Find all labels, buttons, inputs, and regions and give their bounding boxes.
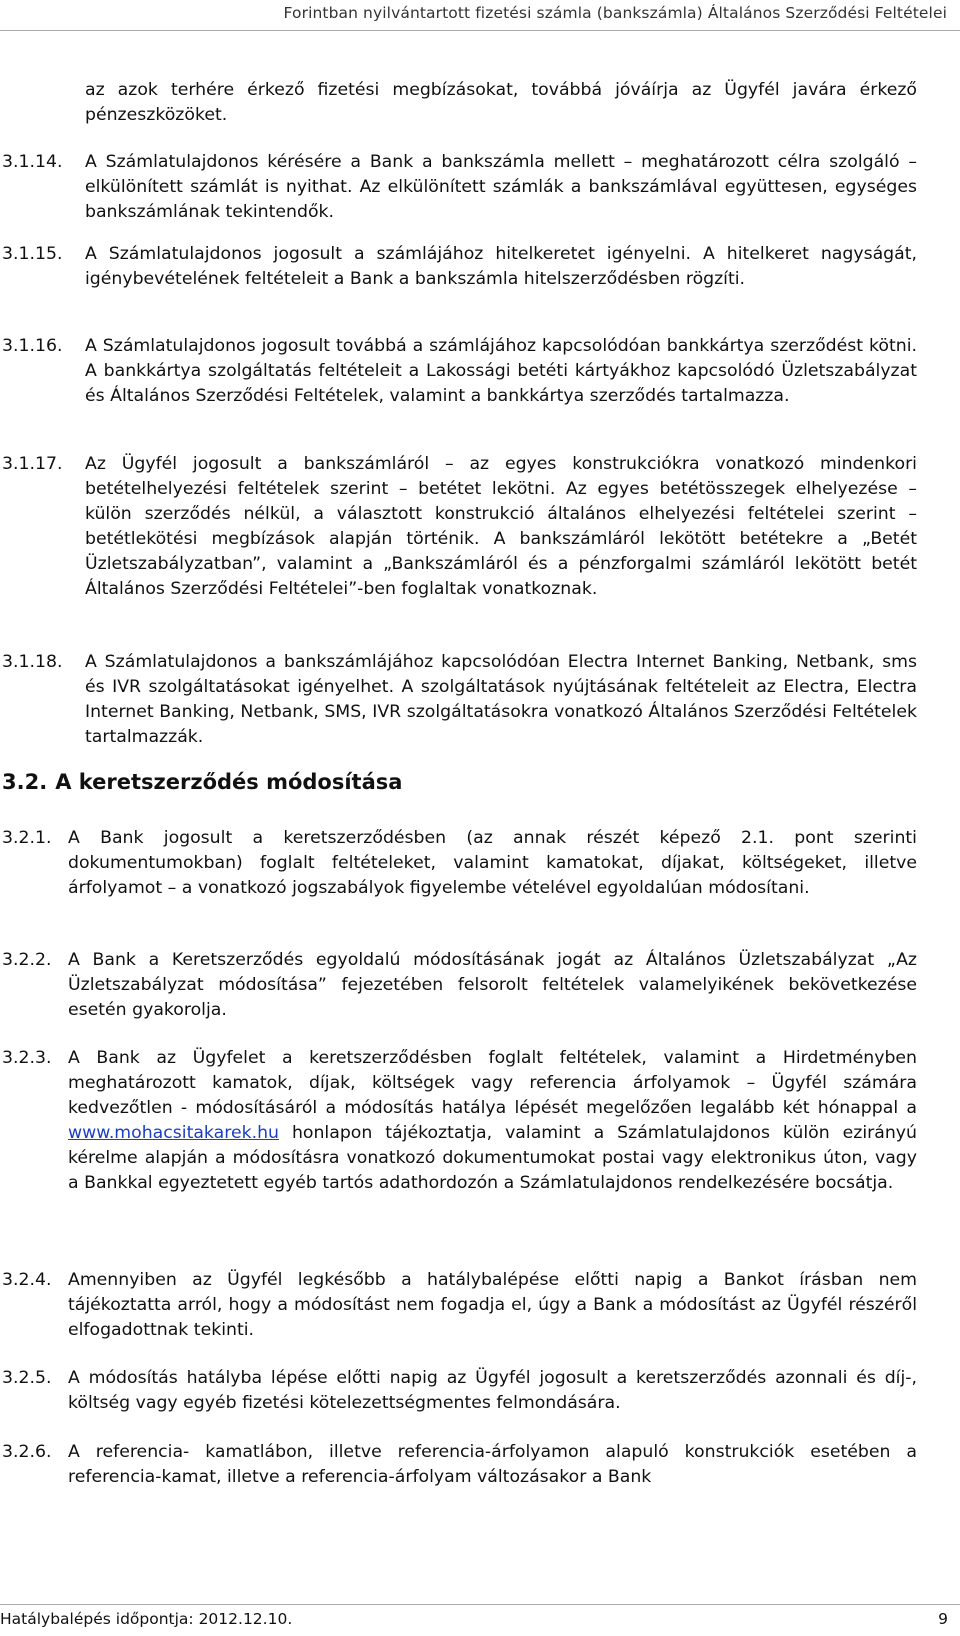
clause-number: 3.2.5. [2, 1368, 52, 1388]
clause-number: 3.2.1. [2, 828, 52, 848]
page-number: 9 [938, 1610, 948, 1628]
clause-text: A Bank a Keretszerződés egyoldalú módosításának jogát az Általános Üzletszabályzat „Az Üzletszabályzat módosítása” fejezetében felsorolt feltételek valamelyikének bekövetkezése esetén gyakorolja. [68, 950, 917, 1020]
clause-number: 3.2.4. [2, 1270, 52, 1290]
clause-number: 3.2.2. [2, 950, 52, 970]
clause-number: 3.1.18. [2, 652, 63, 672]
paragraph-text: az azok terhére érkező fizetési megbízásokat, továbbá jóváírja az Ügyfél javára érkező pénzeszközöket. [85, 80, 917, 125]
section-number: 3.2. [2, 770, 48, 794]
clause-text: A Bank jogosult a keretszerződésben (az annak részét képező 2.1. pont szerinti dokumentumokban) foglalt feltételeket, valamint kamatokat, díjakat, költségeket, illetve árfolyamot – a vonatkozó jogszabályok figyelembe vételével egyoldalúan módosítani. [68, 828, 917, 898]
clause-text: Az Ügyfél jogosult a bankszámláról – az egyes konstrukciókra vonatkozó mindenkori betételhelyezési feltételek szerint – betétet lekötni. Az egyes betétösszegek elhelyezése – külön szerződés nélkül, a választott konstrukció általános elhelyezési feltételei szerint – betétlekötési megbízások alapján történik. A bankszámláról lekötött betétekre a „Betét Üzletszabályzatban”, valamint a „Bankszámláról és a pénzforgalmi számláról lekötött betét Általános Szerződési Feltételei”-ben foglaltak vonatkoznak. [85, 454, 917, 599]
clause-text: A referencia- kamatlábon, illetve referencia-árfolyamon alapuló konstrukciók esetében a referencia-kamat, illetve a referencia-árfolyam változásakor a Bank [68, 1442, 917, 1487]
clause-number: 3.2.3. [2, 1048, 52, 1068]
header-divider [0, 30, 960, 31]
clause-text [68, 1046, 917, 1196]
clause-text: A Számlatulajdonos kérésére a Bank a bankszámla mellett – meghatározott célra szolgáló – elkülönített számlát is nyithat. Az elkülönített számlák a bankszámlával együttesen, egységes bankszámlának tekintendők. [85, 152, 917, 222]
page-header: Forintban nyilvántartott fizetési számla (bankszámla) Általános Szerződési Feltételei [283, 4, 947, 22]
clause-text-part: honlapon tájékoztatja, valamint a Számlatulajdonos külön ezirányú kérelme alapján a módosításra vonatkozó dokumentumokat postai vagy elektronikus úton, vagy a Bankkal egyeztetett egyéb tartós adathordozón a Számlatulajdonos rendelkezésére bocsátja. [68, 1123, 917, 1193]
clause-text: A Számlatulajdonos a bankszámlájához kapcsolódóan Electra Internet Banking, Netbank, sms és IVR szolgáltatásokat igényelhet. A szolgáltatások nyújtásának feltételeit az Electra, Electra Internet Banking, Netbank, SMS, IVR szolgáltatásokra vonatkozó Általános Szerződési Feltételek tartalmazzák. [85, 652, 917, 747]
clause-number: 3.2.6. [2, 1442, 52, 1462]
footer-divider [0, 1604, 960, 1605]
website-link[interactable]: www.mohacsitakarek.hu [68, 1123, 279, 1143]
clause-text: A módosítás hatályba lépése előtti napig az Ügyfél jogosult a keretszerződés azonnali és díj-, költség vagy egyéb fizetési kötelezettségmentes felmondására. [68, 1368, 917, 1413]
clause-number: 3.1.16. [2, 336, 63, 356]
clause-text: A Számlatulajdonos jogosult továbbá a számlájához kapcsolódóan bankkártya szerződést kötni. A bankkártya szolgáltatás feltételeit a Lakossági betéti kártyákhoz kapcsolódó Üzletszabályzat és Általános Szerződési Feltételek, valamint a bankkártya szerződés tartalmazza. [85, 336, 917, 406]
effective-date-footer: Hatálybalépés időpontja: 2012.12.10. [0, 1610, 293, 1628]
clause-text-part: A Bank az Ügyfelet a keretszerződésben foglalt feltételek, valamint a Hirdetményben meghatározott kamatok, díjak, költségek vagy referencia árfolyamok – Ügyfél számára kedvezőtlen - módosításáról a módosítás hatálya lépését megelőzően legalább két hónappal a [68, 1048, 917, 1118]
clause-number: 3.1.14. [2, 152, 63, 172]
clause-number: 3.1.17. [2, 454, 63, 474]
clause-number: 3.1.15. [2, 244, 63, 264]
section-heading [2, 770, 402, 794]
section-title: A keretszerződés módosítása [55, 770, 403, 794]
clause-text: Amennyiben az Ügyfél legkésőbb a hatálybalépése előtti napig a Bankot írásban nem tájékoztatta arról, hogy a módosítást nem fogadja el, úgy a Bank a módosítást az Ügyfél részéről elfogadottnak tekinti. [68, 1270, 917, 1340]
clause-text: A Számlatulajdonos jogosult a számlájához hitelkeretet igényelni. A hitelkeret nagyságát, igénybevételének feltételeit a Bank a bankszámla hitelszerződésben rögzíti. [85, 244, 917, 289]
